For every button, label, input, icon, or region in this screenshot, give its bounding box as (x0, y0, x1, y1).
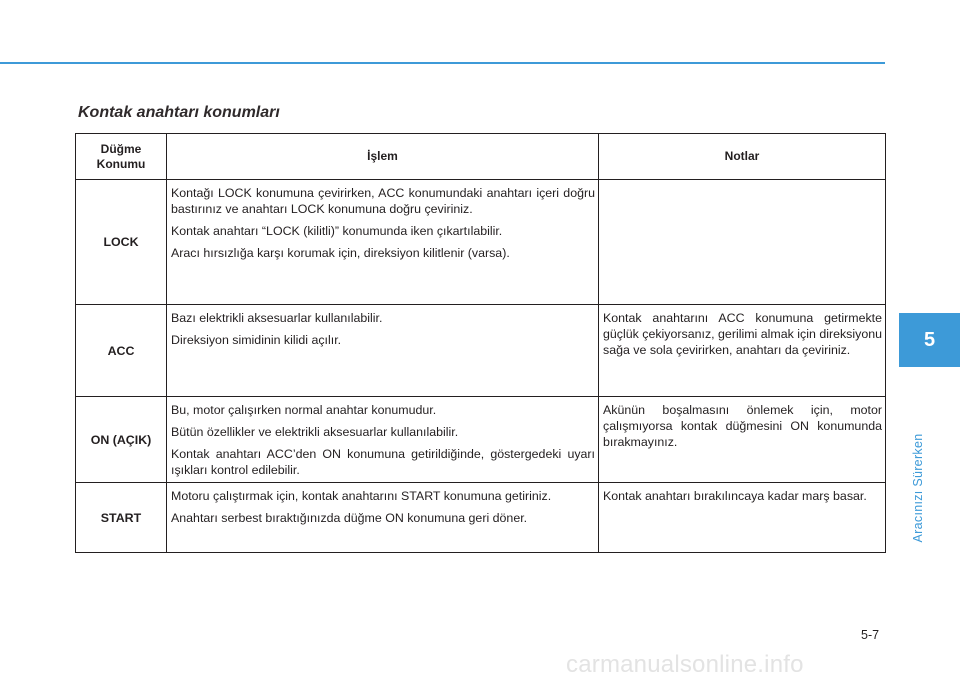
table-row (76, 305, 886, 397)
ignition-positions-table (75, 133, 886, 553)
operation-text: Bu, motor çalışırken normal anahtar konumudur. (171, 403, 437, 417)
position-cell: ACC (76, 305, 167, 397)
chapter-label: Aracınızı Sürerken (911, 433, 925, 543)
notes-cell (599, 397, 886, 483)
operation-text: Kontağı LOCK konumuna çevirirken, ACC konumundaki anahtarı içeri doğru bastırınız ve anahtarı LOCK konumuna doğru çeviriniz. (171, 186, 595, 216)
operation-text: Aracı hırsızlığa karşı korumak için, direksiyon kilitlenir (varsa). (171, 246, 510, 260)
watermark-text: carmanualsonline.info (566, 651, 804, 678)
table-row (76, 483, 886, 553)
table-header-row (76, 134, 886, 180)
operation-text: Bütün özellikler ve elektrikli aksesuarlar kullanılabilir. (171, 425, 459, 439)
header-rule (0, 62, 885, 64)
operation-cell (167, 180, 599, 305)
header-position: Düğme Konumu (76, 134, 167, 180)
operation-text: Direksiyon simidinin kilidi açılır. (171, 333, 342, 347)
notes-cell (599, 483, 886, 553)
operation-cell (167, 397, 599, 483)
operation-text: Motoru çalıştırmak için, kontak anahtarını START konumuna getiriniz. (171, 489, 552, 503)
operation-cell (167, 305, 599, 397)
position-cell: START (76, 483, 167, 553)
notes-text: Kontak anahtarı bırakılıncaya kadar marş basar. (603, 489, 867, 503)
section-title: Kontak anahtarı konumları (78, 104, 280, 121)
chapter-number-tab: 5 (899, 313, 960, 367)
table-row (76, 397, 886, 483)
notes-cell (599, 180, 886, 305)
operation-text: Kontak anahtarı ACC’den ON konumuna getirildiğinde, göstergedeki uyarı ışıkları kontrol edilebilir. (171, 447, 595, 477)
header-notes: Notlar (599, 134, 886, 180)
operation-text: Bazı elektrikli aksesuarlar kullanılabilir. (171, 311, 383, 325)
header-operation: İşlem (167, 134, 599, 180)
operation-cell (167, 483, 599, 553)
notes-text: Akünün boşalmasını önlemek için, motor çalışmıyorsa kontak düğmesini ON konumunda bırakmayınız. (603, 403, 882, 449)
notes-cell (599, 305, 886, 397)
notes-text: Kontak anahtarını ACC konumuna getirmekte güçlük çekiyorsanız, gerilimi almak için direksiyonu sağa ve sola çevirirken, anahtarı da çeviriniz. (603, 311, 882, 357)
operation-text: Anahtarı serbest bıraktığınızda düğme ON konumuna geri döner. (171, 511, 528, 525)
position-cell: ON (AÇIK) (76, 397, 167, 483)
page-number: 5-7 (861, 628, 880, 642)
position-cell: LOCK (76, 180, 167, 305)
operation-text: Kontak anahtarı “LOCK (kilitli)” konumunda iken çıkartılabilir. (171, 224, 503, 238)
table-row (76, 180, 886, 305)
